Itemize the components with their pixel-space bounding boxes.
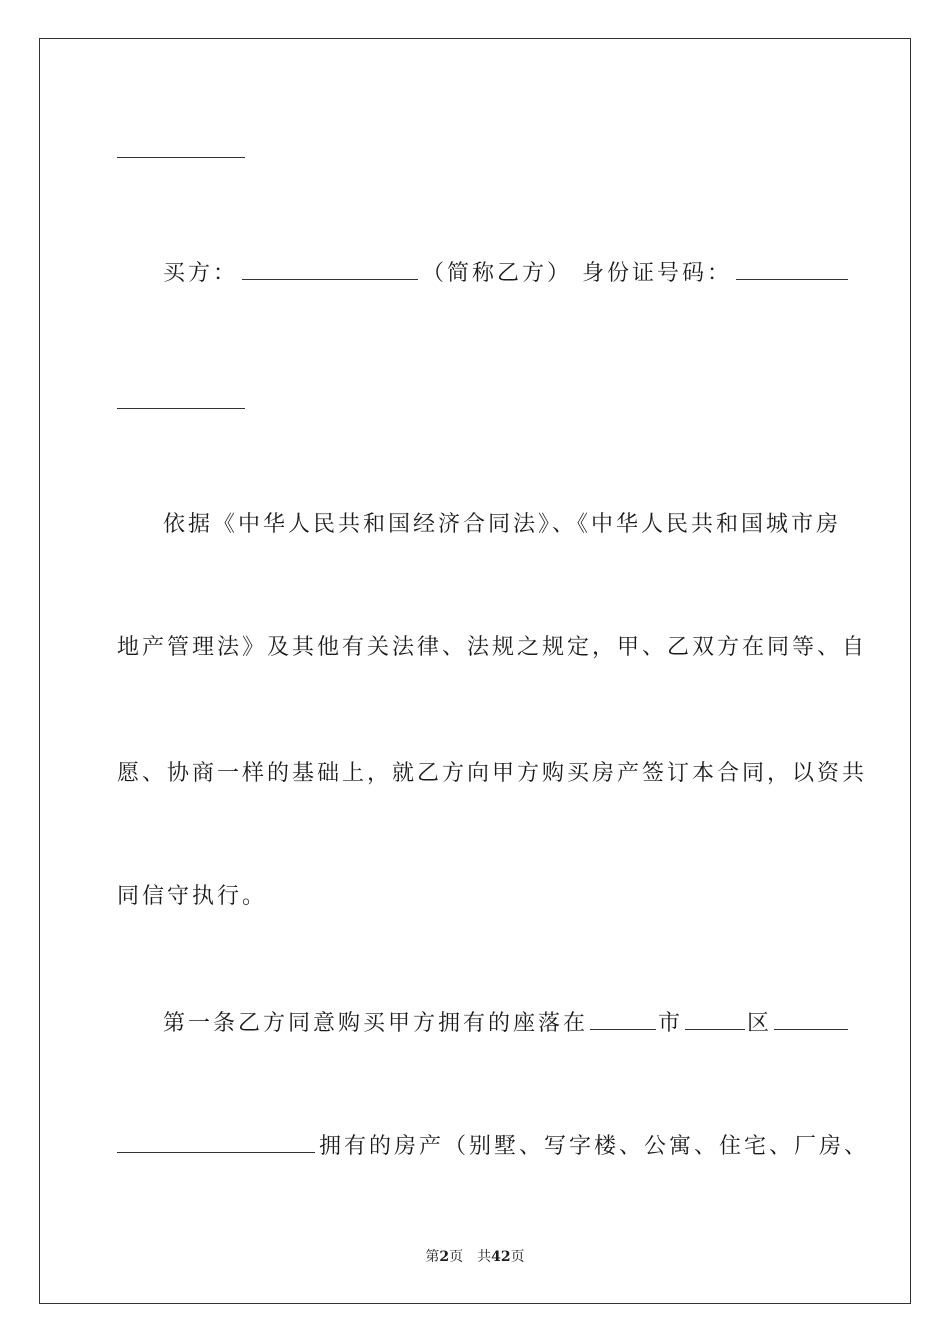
address-continued-blank (117, 1134, 315, 1153)
blank-line-id-continued (117, 408, 245, 409)
paragraph1-line3: 愿、协商一样的基础上，就乙方向甲方购买房产签订本合同，以资共 (117, 761, 868, 786)
city-blank (590, 1011, 656, 1030)
page-prefix: 第 (425, 1249, 440, 1265)
blank-line-top (117, 157, 245, 158)
paragraph1-line2: 地产管理法》及其他有关法律、法规之规定，甲、乙双方在同等、自 (117, 635, 868, 660)
id-number-blank (736, 261, 848, 280)
article1-prefix: 第一条乙方同意购买甲方拥有的座落在 (163, 1011, 589, 1036)
page-total: 42 (491, 1249, 511, 1265)
page-footer (0, 1246, 950, 1266)
buyer-line (163, 259, 837, 289)
city-label: 市 (658, 1011, 684, 1036)
page-suffix: 页 (510, 1249, 525, 1265)
id-number-label: 身份证号码： (582, 261, 733, 286)
page-current: 2 (439, 1249, 450, 1265)
article1-line1 (163, 1009, 837, 1039)
address-blank (774, 1011, 848, 1030)
property-type-text: 拥有的房产（别墅、写字楼、公寓、住宅、厂房、 (319, 1134, 870, 1159)
page-border (39, 38, 911, 1304)
buyer-name-blank (242, 261, 418, 280)
district-blank (685, 1011, 745, 1030)
buyer-note: （简称乙方） (422, 261, 573, 286)
article1-line2 (117, 1132, 870, 1162)
paragraph1-line4: 同信守执行。 (117, 884, 268, 909)
paragraph1-line1: 依据《中华人民共和国经济合同法》、《中华人民共和国城市房 (163, 512, 842, 537)
page-mid: 页 共 (449, 1249, 492, 1265)
district-label: 区 (747, 1011, 773, 1036)
buyer-label: 买方： (163, 261, 239, 286)
